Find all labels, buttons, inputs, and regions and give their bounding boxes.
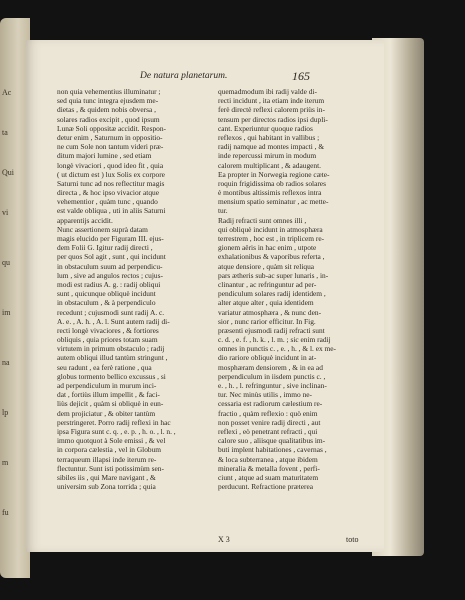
text-line: recti incidunt , ita etiam inde iterum bbox=[218, 96, 325, 106]
text-line: c. d. , e. f. , h. k. , l. m. ; sic enim radij bbox=[218, 335, 331, 345]
prev-page-fragment: m bbox=[2, 458, 9, 467]
signature-mark: X 3 bbox=[218, 535, 230, 544]
text-line: seu radunt , ea ferè ratione , qua bbox=[57, 362, 152, 372]
text-line: tur. Nec minùs utilis , immo ne- bbox=[218, 390, 313, 400]
text-line: inde repercussi mirum in modum bbox=[218, 151, 317, 161]
text-line: autem obliqui illud tantùm stringunt , bbox=[57, 353, 168, 363]
page-number: 165 bbox=[292, 69, 310, 83]
text-line: reflexi , eò penetrant refracti , qui bbox=[218, 426, 318, 436]
text-line: mensium spatio seminatur , ac mette- bbox=[218, 197, 329, 207]
text-line: omnes in punctis c. , e. , h. , & l. ex me- bbox=[218, 344, 337, 354]
text-line: Nunc assertionem suprà datam bbox=[57, 224, 148, 234]
text-line: ( ut dictum est ) lux Solis ex corpore bbox=[57, 169, 165, 179]
text-line: cant. Experiuntur quoque radios bbox=[218, 123, 313, 133]
text-line: dietas , & quidem nobis obversa , bbox=[57, 105, 156, 115]
text-line: calore suo , aliisque qualitatibus im- bbox=[218, 436, 326, 446]
text-line: sed quia tunc integra ejusdem me- bbox=[57, 96, 159, 106]
text-line: e. , h. , l. refringuntur , sive inclinan- bbox=[218, 381, 327, 390]
prev-page-fragment: na bbox=[2, 358, 10, 367]
text-line: perstringeret. Porro radij reflexi in hac bbox=[57, 417, 171, 427]
prev-page-fragment: lp bbox=[2, 408, 9, 417]
text-line: pendiculum solares radij identidem , bbox=[218, 289, 326, 299]
text-line: sior , nunc rarior efficitur. In Fig. bbox=[218, 316, 316, 326]
text-line: mineralia & metalla fovent , perfi- bbox=[218, 463, 320, 473]
text-line: ne cum Sole non tantum videri præ- bbox=[57, 142, 164, 152]
text-line: non posset venire radij directi , aut bbox=[218, 417, 321, 427]
prev-page-fragment: vi bbox=[2, 208, 9, 217]
text-line: tur. bbox=[218, 206, 228, 216]
text-line: calorem multiplicant , & adaugent. bbox=[218, 160, 322, 170]
text-line: in obstaculum , & à perpendiculo bbox=[57, 298, 156, 308]
text-line: non quia vehementius illuminatur ; bbox=[57, 87, 161, 96]
text-line: gionem aëris in hac enim , utpote bbox=[218, 243, 317, 253]
text-line: in obstaculum suum ad perpendicu- bbox=[57, 261, 163, 271]
text-line: & loca subterranea , atque ibidem bbox=[218, 454, 318, 464]
right-text-column bbox=[218, 87, 368, 491]
text-line: cessaria est radiorum cælestium re- bbox=[218, 399, 323, 409]
prev-page-fragment: Ac bbox=[2, 88, 12, 97]
text-line: dem projiciatur , & obiter tantùm bbox=[57, 408, 156, 418]
text-line: radij namque ad montes impacti , & bbox=[218, 142, 325, 152]
text-line: clinantur , ac refringuntur ad per- bbox=[218, 279, 317, 289]
text-line: vehementior , quàm tunc , quando bbox=[57, 197, 158, 207]
text-line: mosphæram densiorem , & in ea ad bbox=[218, 362, 323, 372]
text-line: ciunt , atque ad suam maturitatem bbox=[218, 472, 319, 482]
text-line: liùs dejicit , quàm si obliquè in eun- bbox=[57, 399, 164, 409]
left-text-column bbox=[57, 87, 197, 491]
text-line: obliquis , quia priores totam suam bbox=[57, 335, 158, 345]
text-line: exhalationibus & vaporibus referta , bbox=[218, 252, 325, 262]
text-line: sibiles iis , qui Mare navigant , & bbox=[57, 472, 156, 482]
text-line: Radij refracti sunt omnes illi , bbox=[218, 215, 307, 225]
text-line: per quos Sol agit , sunt , qui incidunt bbox=[57, 252, 166, 262]
text-line: A. e. , A. h. , A. l. Sunt autem radij di- bbox=[57, 316, 170, 326]
text-line: ipsa Figura sunt c. q. , e. p. , h. o. , l. n. , bbox=[57, 426, 176, 436]
text-line: ditum majori lumine , sed etiam bbox=[57, 151, 152, 161]
text-line: perducunt. Refractione præterea bbox=[218, 482, 314, 492]
text-line: Saturni tunc ad nos reflectitur magis bbox=[57, 178, 165, 188]
text-line: longè vivaciori , quod ideo fit , quia bbox=[57, 160, 164, 170]
text-line: fractio , quàm reflexio : quò enim bbox=[218, 408, 318, 418]
text-line: perpendiculum in iisdem punctis c. , bbox=[218, 371, 326, 381]
text-line: virtutem in primum obstaculo ; radij bbox=[57, 344, 165, 354]
prev-page-fragment: im bbox=[2, 308, 11, 317]
text-line: tensum per directos radios ipsi dupli- bbox=[218, 114, 328, 124]
text-line: lum , sive ad angulos rectos ; cujus- bbox=[57, 270, 163, 280]
text-line: universim sub Zona torrida ; quia bbox=[57, 482, 156, 492]
text-line: atque densiore , quàm sit reliqua bbox=[218, 261, 315, 271]
text-line: ad perpendiculum in murum inci- bbox=[57, 381, 157, 390]
prev-page-fragment: ta bbox=[2, 128, 8, 137]
text-line: immo quotquot à Sole emissi , & vel bbox=[57, 436, 166, 446]
text-line: recedunt ; cujusmodi sunt radij A. c. bbox=[57, 307, 165, 317]
text-line: Lunæ Soli oppositæ accidit. Respon- bbox=[57, 123, 167, 133]
text-line: roquin frigidissima ob radios solares bbox=[218, 178, 326, 188]
text-line: sunt , quicunque obliquè incidunt bbox=[57, 289, 156, 299]
text-line: præsenti ejusmodi radij refracti sunt bbox=[218, 325, 325, 335]
text-line: pars ætheris sub-ac super lunaris , in- bbox=[218, 270, 329, 280]
text-line: directa , & hoc ipso vivacior atque bbox=[57, 188, 159, 198]
text-line: dio rariore obliquè incidunt in at- bbox=[218, 353, 317, 363]
text-line: flectuntur. Sunt isti potissimùm sen- bbox=[57, 463, 164, 473]
text-line: ferè directè reflexi calorem priùs in- bbox=[218, 105, 325, 115]
prev-page-fragment: qu bbox=[2, 258, 10, 267]
text-line: apparentijs accidit. bbox=[57, 215, 113, 225]
text-line: detur enim , Saturnum in oppositio- bbox=[57, 132, 163, 142]
text-line: buti implent habitationes , cavernas , bbox=[218, 445, 327, 455]
text-line: terrestrem , hoc est , in triplicem re- bbox=[218, 234, 325, 243]
text-line: variatur atmosphæra , & nunc den- bbox=[218, 307, 322, 317]
prev-page-fragment: Qui bbox=[2, 168, 14, 177]
text-line: modi est radius A. g. : radij obliqui bbox=[57, 279, 161, 289]
page-header bbox=[26, 71, 384, 83]
text-line: dem Folii G. Igitur radij directi , bbox=[57, 243, 153, 253]
text-line: alter atque alter , quia identidem bbox=[218, 298, 314, 308]
text-line: qui obliquè incidunt in atmosphæra bbox=[218, 224, 323, 234]
text-line: quemadmodum ibi radij valde di- bbox=[218, 87, 317, 96]
text-line: dat , fortiùs illum impellit , & faci- bbox=[57, 390, 160, 400]
text-line: recti longè vivaciores , & fortiores bbox=[57, 325, 159, 335]
text-line: terraqueum illapsi inde iterum re- bbox=[57, 454, 157, 464]
text-line: magis elucido per Figuram III. ejus- bbox=[57, 234, 164, 243]
text-line: globus tormento bellico excussus , si bbox=[57, 371, 166, 381]
prev-page-fragment: fu bbox=[2, 508, 9, 517]
text-line: in corpora cælestia , vel in Globum bbox=[57, 445, 162, 455]
text-line: solares radios excipit , quod ipsum bbox=[57, 114, 160, 124]
text-line: è montibus altissimis reflexos intra bbox=[218, 188, 322, 198]
running-title: De natura planetarum. bbox=[140, 71, 228, 81]
catchword: toto bbox=[346, 535, 359, 544]
text-line: reflexos , qui habitant in vallibus ; bbox=[218, 132, 320, 142]
book-page bbox=[26, 40, 384, 552]
text-line: Ea propter in Norwegia regione cæte- bbox=[218, 169, 330, 179]
text-line: est valde obliqua , uti in aliis Saturni bbox=[57, 206, 166, 216]
